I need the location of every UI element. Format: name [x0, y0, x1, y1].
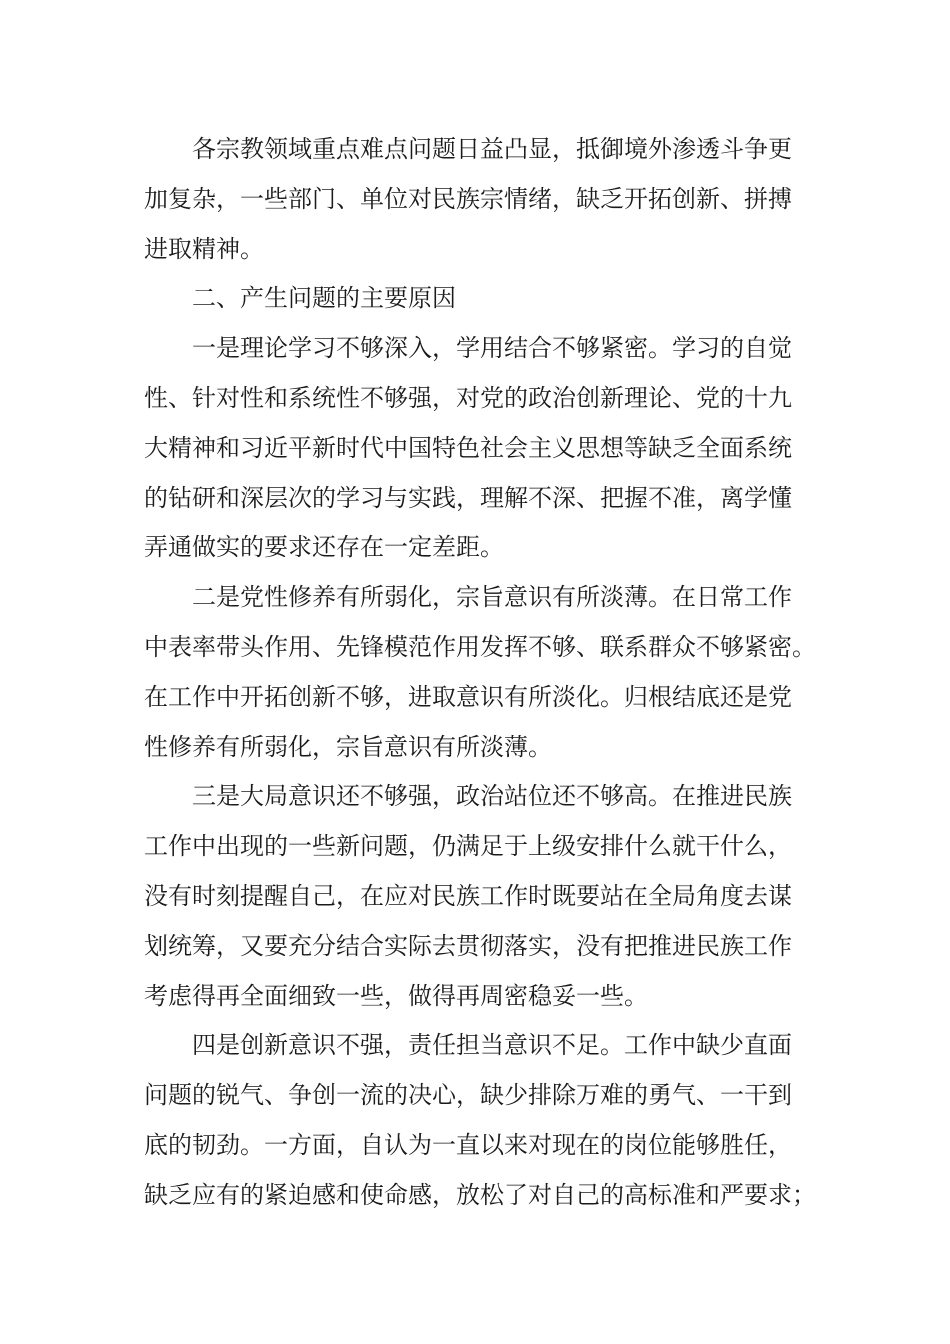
- paragraph-cause-four: [144, 1021, 814, 1220]
- text-line: 四是创新意识不强，责任担当意识不足。工作中缺少直面: [192, 1031, 792, 1060]
- paragraph-cause-three: [144, 772, 814, 1021]
- text-line: 进取精神。: [144, 234, 264, 263]
- text-line: 大精神和习近平新时代中国特色社会主义思想等缺乏全面系统: [144, 433, 792, 462]
- text-line: 缺乏应有的紧迫感和使命感，放松了对自己的高标准和严要求；: [144, 1180, 816, 1209]
- paragraph-cause-two: [144, 573, 814, 772]
- text-line: 的钻研和深层次的学习与实践，理解不深、把握不准，离学懂: [144, 483, 792, 512]
- text-line: 三是大局意识还不够强，政治站位还不够高。在推进民族: [192, 782, 792, 811]
- section-heading-main-causes: [144, 274, 814, 324]
- text-line: 问题的锐气、争创一流的决心，缺少排除万难的勇气、一干到: [144, 1081, 792, 1110]
- text-line: 底的韧劲。一方面，自认为一直以来对现在的岗位能够胜任，: [144, 1130, 792, 1159]
- text-line: 性修养有所弱化，宗旨意识有所淡薄。: [144, 732, 552, 761]
- text-line: 划统筹，又要充分结合实际去贯彻落实，没有把推进民族工作: [144, 931, 792, 960]
- text-line: 性、针对性和系统性不够强，对党的政治创新理论、党的十九: [144, 383, 792, 412]
- text-line: 各宗教领域重点难点问题日益凸显，抵御境外渗透斗争更: [192, 135, 792, 163]
- text-line: 在工作中开拓创新不够，进取意识有所淡化。归根结底还是党: [144, 682, 792, 711]
- text-line: 弄通做实的要求还存在一定差距。: [144, 533, 504, 562]
- text-line: 二是党性修养有所弱化，宗旨意识有所淡薄。在日常工作: [192, 583, 792, 612]
- text-line: 中表率带头作用、先锋模范作用发挥不够、联系群众不够紧密。: [144, 632, 816, 661]
- text-line: 二、产生问题的主要原因: [192, 284, 456, 313]
- paragraph-religious-issues: [144, 125, 814, 274]
- document-body: [144, 125, 814, 1221]
- paragraph-cause-one: [144, 324, 814, 573]
- text-line: 一是理论学习不够深入，学用结合不够紧密。学习的自觉: [192, 334, 792, 363]
- text-line: 工作中出现的一些新问题，仍满足于上级安排什么就干什么，: [144, 832, 792, 861]
- text-line: 考虑得再全面细致一些，做得再周密稳妥一些。: [144, 981, 648, 1010]
- text-line: 没有时刻提醒自己，在应对民族工作时既要站在全局角度去谋: [144, 881, 792, 910]
- text-line: 加复杂，一些部门、单位对民族宗情绪，缺乏开拓创新、拼搏: [144, 184, 792, 213]
